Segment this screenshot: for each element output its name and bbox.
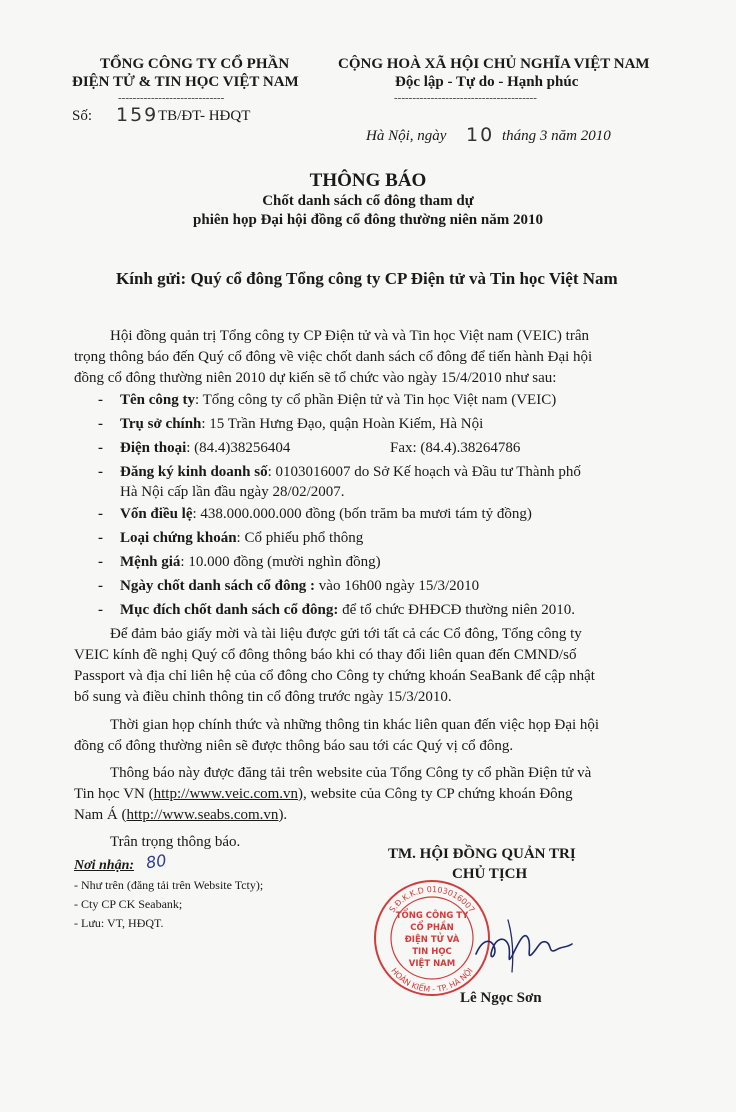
item-label: Tên công ty — [120, 392, 195, 408]
date-suffix: tháng 3 năm 2010 — [502, 128, 611, 144]
intro-line-3: đồng cổ đông thường niên 2010 dự kiến sẽ tổ chức vào ngày 15/4/2010 như sau: — [74, 370, 557, 386]
item-label: Mệnh giá — [120, 554, 181, 570]
bullet: - — [98, 578, 103, 594]
signature-title-2: CHỦ TỊCH — [452, 866, 528, 882]
stamp-line-4: TIN HỌC — [412, 947, 452, 957]
date-prefix: Hà Nội, ngày — [366, 128, 447, 144]
stamp-line-2: CỔ PHẦN — [410, 923, 454, 933]
closing-text: Trân trọng thông báo. — [110, 834, 241, 850]
item-text: : 15 Trần Hưng Đạo, quận Hoàn Kiếm, Hà Nội — [201, 416, 484, 432]
para4-line-2: Tin học VN (http://www.veic.com.vn), website của Công ty CP chứng khoán Đông — [74, 786, 573, 802]
doc-number-suffix: TB/ĐT- HĐQT — [158, 108, 251, 124]
date-day: 10 — [466, 124, 495, 146]
item-label: Ngày chốt danh sách cổ đông : — [120, 578, 316, 594]
item-text: để tổ chức ĐHĐCĐ thường niên 2010. — [338, 602, 576, 618]
intro-line-2: trọng thông báo đến Quý cổ đông về việc chốt danh sách cổ đông để tiến hành Đại hội — [74, 349, 593, 365]
para3-line-2: đồng cổ đông thường niên sẽ được thông báo sau tới các Quý vị cổ đông. — [74, 738, 514, 754]
fax-number: Fax: (84.4).38264786 — [390, 440, 521, 456]
item-text: : Tổng công ty cổ phần Điện tử và Tin học Việt nam (VEIC) — [195, 392, 557, 408]
business-reg-line-2: Hà Nội cấp lần đầu ngày 28/02/2007. — [120, 484, 345, 500]
item-text: : (84.4)38256404 — [186, 440, 291, 456]
bullet: - — [98, 440, 103, 456]
item-text: : 10.000 đồng (mười nghìn đồng) — [180, 554, 381, 570]
bullet: - — [98, 392, 103, 408]
item-label: Đăng ký kinh doanh số — [120, 464, 268, 480]
recipient-item-1: - Như trên (đăng tải trên Website Tcty); — [74, 878, 264, 892]
doc-number-label: Số: — [72, 108, 93, 124]
org-name-line2: ĐIỆN TỬ & TIN HỌC VIỆT NAM — [72, 74, 299, 90]
item-label: Mục đích chốt danh sách cổ đông: — [120, 602, 339, 618]
item-label: Điện thoại — [120, 440, 187, 456]
signer-name: Lê Ngọc Sơn — [460, 990, 542, 1006]
bullet: - — [98, 554, 103, 570]
para2-line-2: VEIC kính đề nghị Quý cổ đông thông báo khi có thay đổi liên quan đến CMND/số — [74, 647, 577, 663]
stamp-ring-top: S.Đ.K.K.D 0103016007 — [387, 884, 477, 915]
recipient-item-2: - Cty CP CK Seabank; — [74, 897, 183, 911]
bullet: - — [98, 602, 103, 618]
greeting: Kính gửi: Quý cổ đông Tổng công ty CP Điện tử và Tin học Việt Nam — [116, 269, 618, 288]
doc-title: THÔNG BÁO — [309, 170, 427, 191]
stamp-line-3: ĐIỆN TỬ VÀ — [404, 935, 460, 945]
item-label: Trụ sở chính — [120, 416, 202, 432]
para3-line-1: Thời gian họp chính thức và những thông tin khác liên quan đến việc họp Đại hội — [110, 717, 600, 733]
veic-website-link[interactable]: http://www.veic.com.vn — [153, 786, 299, 802]
bullet: - — [98, 464, 103, 480]
handwritten-mark: 80 — [144, 850, 168, 873]
handwritten-signature-icon — [468, 910, 578, 980]
item-text: vào 16h00 ngày 15/3/2010 — [315, 578, 480, 594]
doc-subtitle-2: phiên họp Đại hội đồng cổ đông thường niên năm 2010 — [193, 212, 543, 228]
org-divider: ----------------------------- — [118, 92, 225, 104]
para4-line-3: Nam Á (http://www.seabs.com.vn). — [74, 807, 288, 823]
stamp-line-5: VIỆT NAM — [408, 959, 456, 969]
item-label: Vốn điều lệ — [120, 506, 193, 522]
recipients-heading: Nơi nhận: — [74, 858, 135, 873]
seabs-website-link[interactable]: http://www.seabs.com.vn — [126, 807, 279, 823]
motto: Độc lập - Tự do - Hạnh phúc — [395, 74, 579, 90]
doc-subtitle-1: Chốt danh sách cổ đông tham dự — [262, 193, 474, 209]
item-text: : 438.000.000.000 đồng (bốn trăm ba mươi tám tỷ đồng) — [192, 506, 532, 522]
stamp-ring-bottom: HOÀN KIẾM - TP. HÀ NỘI — [389, 966, 475, 995]
bullet: - — [98, 506, 103, 522]
para2-line-1: Để đảm bảo giấy mời và tài liệu được gửi tới tất cả các Cổ đông, Tổng công ty — [110, 626, 582, 642]
bullet: - — [98, 416, 103, 432]
country-name: CỘNG HOÀ XÃ HỘI CHỦ NGHĨA VIỆT NAM — [338, 56, 650, 72]
motto-divider: --------------------------------------- — [394, 92, 537, 104]
para4-line-1: Thông báo này được đăng tải trên website của Tổng Công ty cổ phần Điện tử và — [110, 765, 592, 781]
intro-line-1: Hội đồng quản trị Tổng công ty CP Điện tử và và Tin học Việt nam (VEIC) trân — [110, 328, 589, 344]
item-text: : Cổ phiếu phổ thông — [236, 530, 364, 546]
stamp-line-1: TỔNG CÔNG TY — [395, 911, 469, 921]
doc-number-value: 159 — [116, 104, 159, 126]
item-label: Loại chứng khoán — [120, 530, 237, 546]
bullet: - — [98, 530, 103, 546]
org-name-line1: TỔNG CÔNG TY CỔ PHẦN — [100, 56, 290, 72]
signature-title-1: TM. HỘI ĐỒNG QUẢN TRỊ — [388, 846, 576, 862]
para2-line-3: Passport và địa chỉ liên hệ của cổ đông cho Công ty chứng khoán SeaBank để cập nhật — [74, 668, 595, 684]
item-text: : 0103016007 do Sở Kế hoạch và Đầu tư Thành phố — [267, 464, 581, 480]
para2-line-4: bổ sung và điều chỉnh thông tin cổ đông trước ngày 15/3/2010. — [74, 689, 452, 705]
recipient-item-3: - Lưu: VT, HĐQT. — [74, 916, 164, 930]
